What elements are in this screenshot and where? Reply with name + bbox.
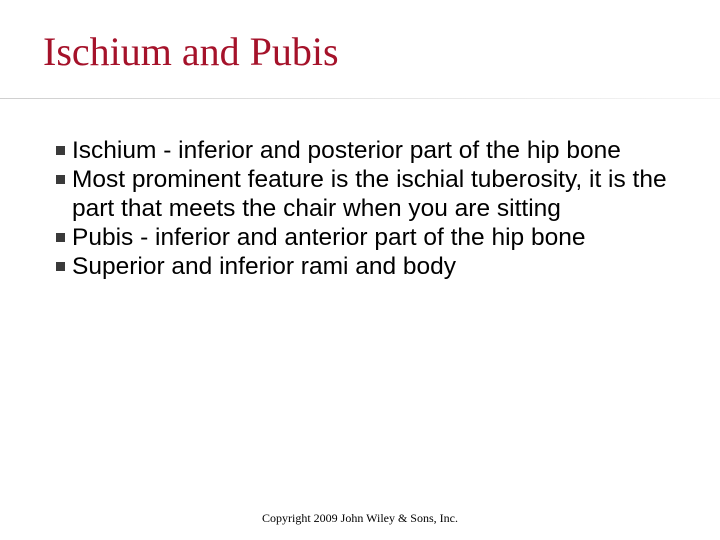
square-bullet-icon bbox=[56, 175, 65, 184]
bullet-list bbox=[56, 136, 676, 281]
bullet-text: Ischium - inferior and posterior part of the hip bone bbox=[72, 137, 621, 164]
bullet-item bbox=[56, 165, 676, 223]
bullet-text: Pubis - inferior and anterior part of the hip bone bbox=[72, 224, 586, 251]
bullet-item bbox=[56, 136, 676, 165]
bullet-text: Most prominent feature is the ischial tuberosity, it is the part that meets the chair when you are sitting bbox=[72, 166, 667, 222]
square-bullet-icon bbox=[56, 146, 65, 155]
square-bullet-icon bbox=[56, 233, 65, 242]
copyright-footer: Copyright 2009 John Wiley & Sons, Inc. bbox=[262, 511, 458, 525]
slide-title: Ischium and Pubis bbox=[43, 29, 339, 74]
square-bullet-icon bbox=[56, 262, 65, 271]
bullet-item bbox=[56, 252, 676, 281]
title-divider bbox=[0, 98, 720, 99]
bullet-text: Superior and inferior rami and body bbox=[72, 253, 457, 280]
bullet-item bbox=[56, 223, 676, 252]
